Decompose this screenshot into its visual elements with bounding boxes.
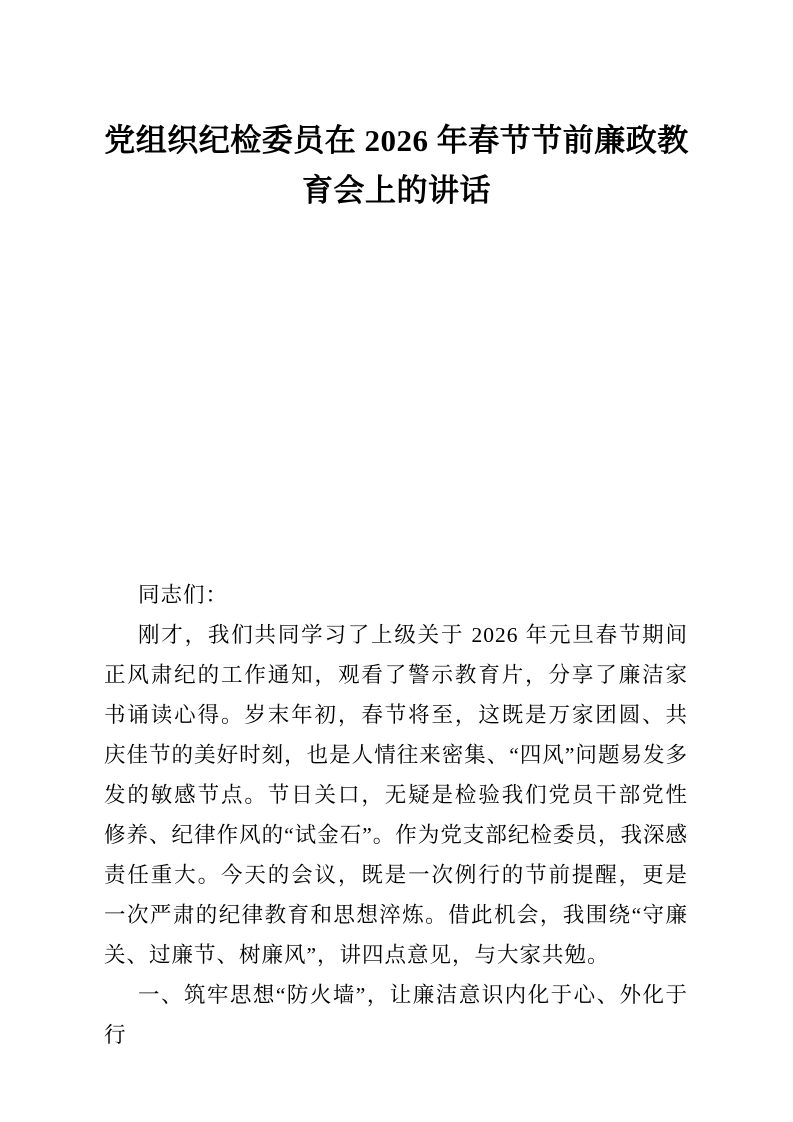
paragraph-opening: 刚才，我们共同学习了上级关于 2026 年元旦春节期间正风肃纪的工作通知，观看了警示教育片，分享了廉洁家书诵读心得。岁末年初，春节将至，这既是万家团圆、共庆佳节的美好时刻，也是人情往来密集、“四风”问题易发多发的敏感节点。节日关口，无疑是检验我们党员干部党性修养、纪律作风的“试金石”。作为党支部纪检委员，我深感责任重大。今天的会议，既是一次例行的节前提醒，更是一次严肃的纪律教育和思想淬炼。借此机会，我围绕“守廉关、过廉节、树廉风”，讲四点意见，与大家共勉。 — [104, 623, 688, 967]
paragraph-salutation: 同志们： — [138, 583, 229, 607]
document-body — [104, 575, 688, 1055]
paragraph-section-heading-1: 一、筑牢思想“防火墙”，让廉洁意识内化于心、外化于行 — [104, 983, 688, 1047]
document-title: 党组织纪检委员在 2026 年春节节前廉政教育会上的讲话 — [104, 123, 689, 208]
